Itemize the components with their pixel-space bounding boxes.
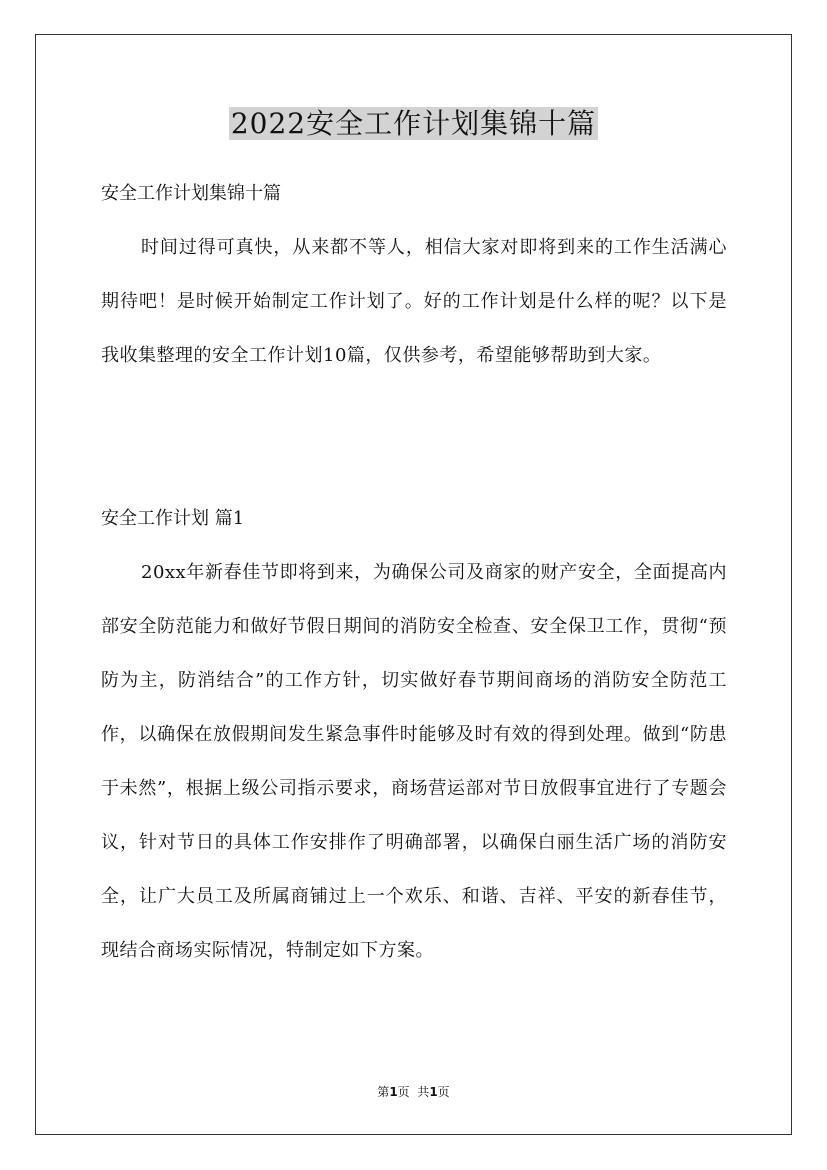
document-title: [0, 104, 827, 144]
intro-paragraph: 时间过得可真快，从来都不等人，相信大家对即将到来的工作生活满心期待吧！是时候开始制定工作计划了。好的工作计划是什么样的呢？以下是我收集整理的安全工作计划10篇，仅供参考，希望能够帮助到大家。: [101, 237, 727, 366]
footer-prefix: 第: [377, 1085, 390, 1099]
document-subtitle: 安全工作计划集锦十篇: [101, 183, 281, 204]
document-title-text: 2022安全工作计划集锦十篇: [230, 107, 597, 140]
section-body-paragraph: 20xx年新春佳节即将到来，为确保公司及商家的财产安全，全面提高内部安全防范能力和做好节假日期间的消防安全检查、安全保卫工作，贯彻“预防为主，防消结合”的工作方针，切实做好春节期间商场的消防安全防范工作，以确保在放假期间发生紧急事件时能够及时有效的得到处理。做到“防患于未然”，根据上级公司指示要求，商场营运部对节日放假事宜进行了专题会议，针对节日的具体工作安排作了明确部署，以确保白丽生活广场的消防安全，让广大员工及所属商铺过上一个欢乐、和谐、吉祥、平安的新春佳节，现结合商场实际情况，特制定如下方案。: [101, 562, 727, 961]
footer-mid: 页 共: [397, 1085, 430, 1099]
footer-total-pages: 1: [429, 1085, 438, 1099]
section-heading: 安全工作计划 篇1: [101, 508, 245, 529]
footer-current-page: 1: [389, 1085, 398, 1099]
page-footer: [0, 1083, 827, 1101]
footer-suffix: 页: [437, 1085, 450, 1099]
